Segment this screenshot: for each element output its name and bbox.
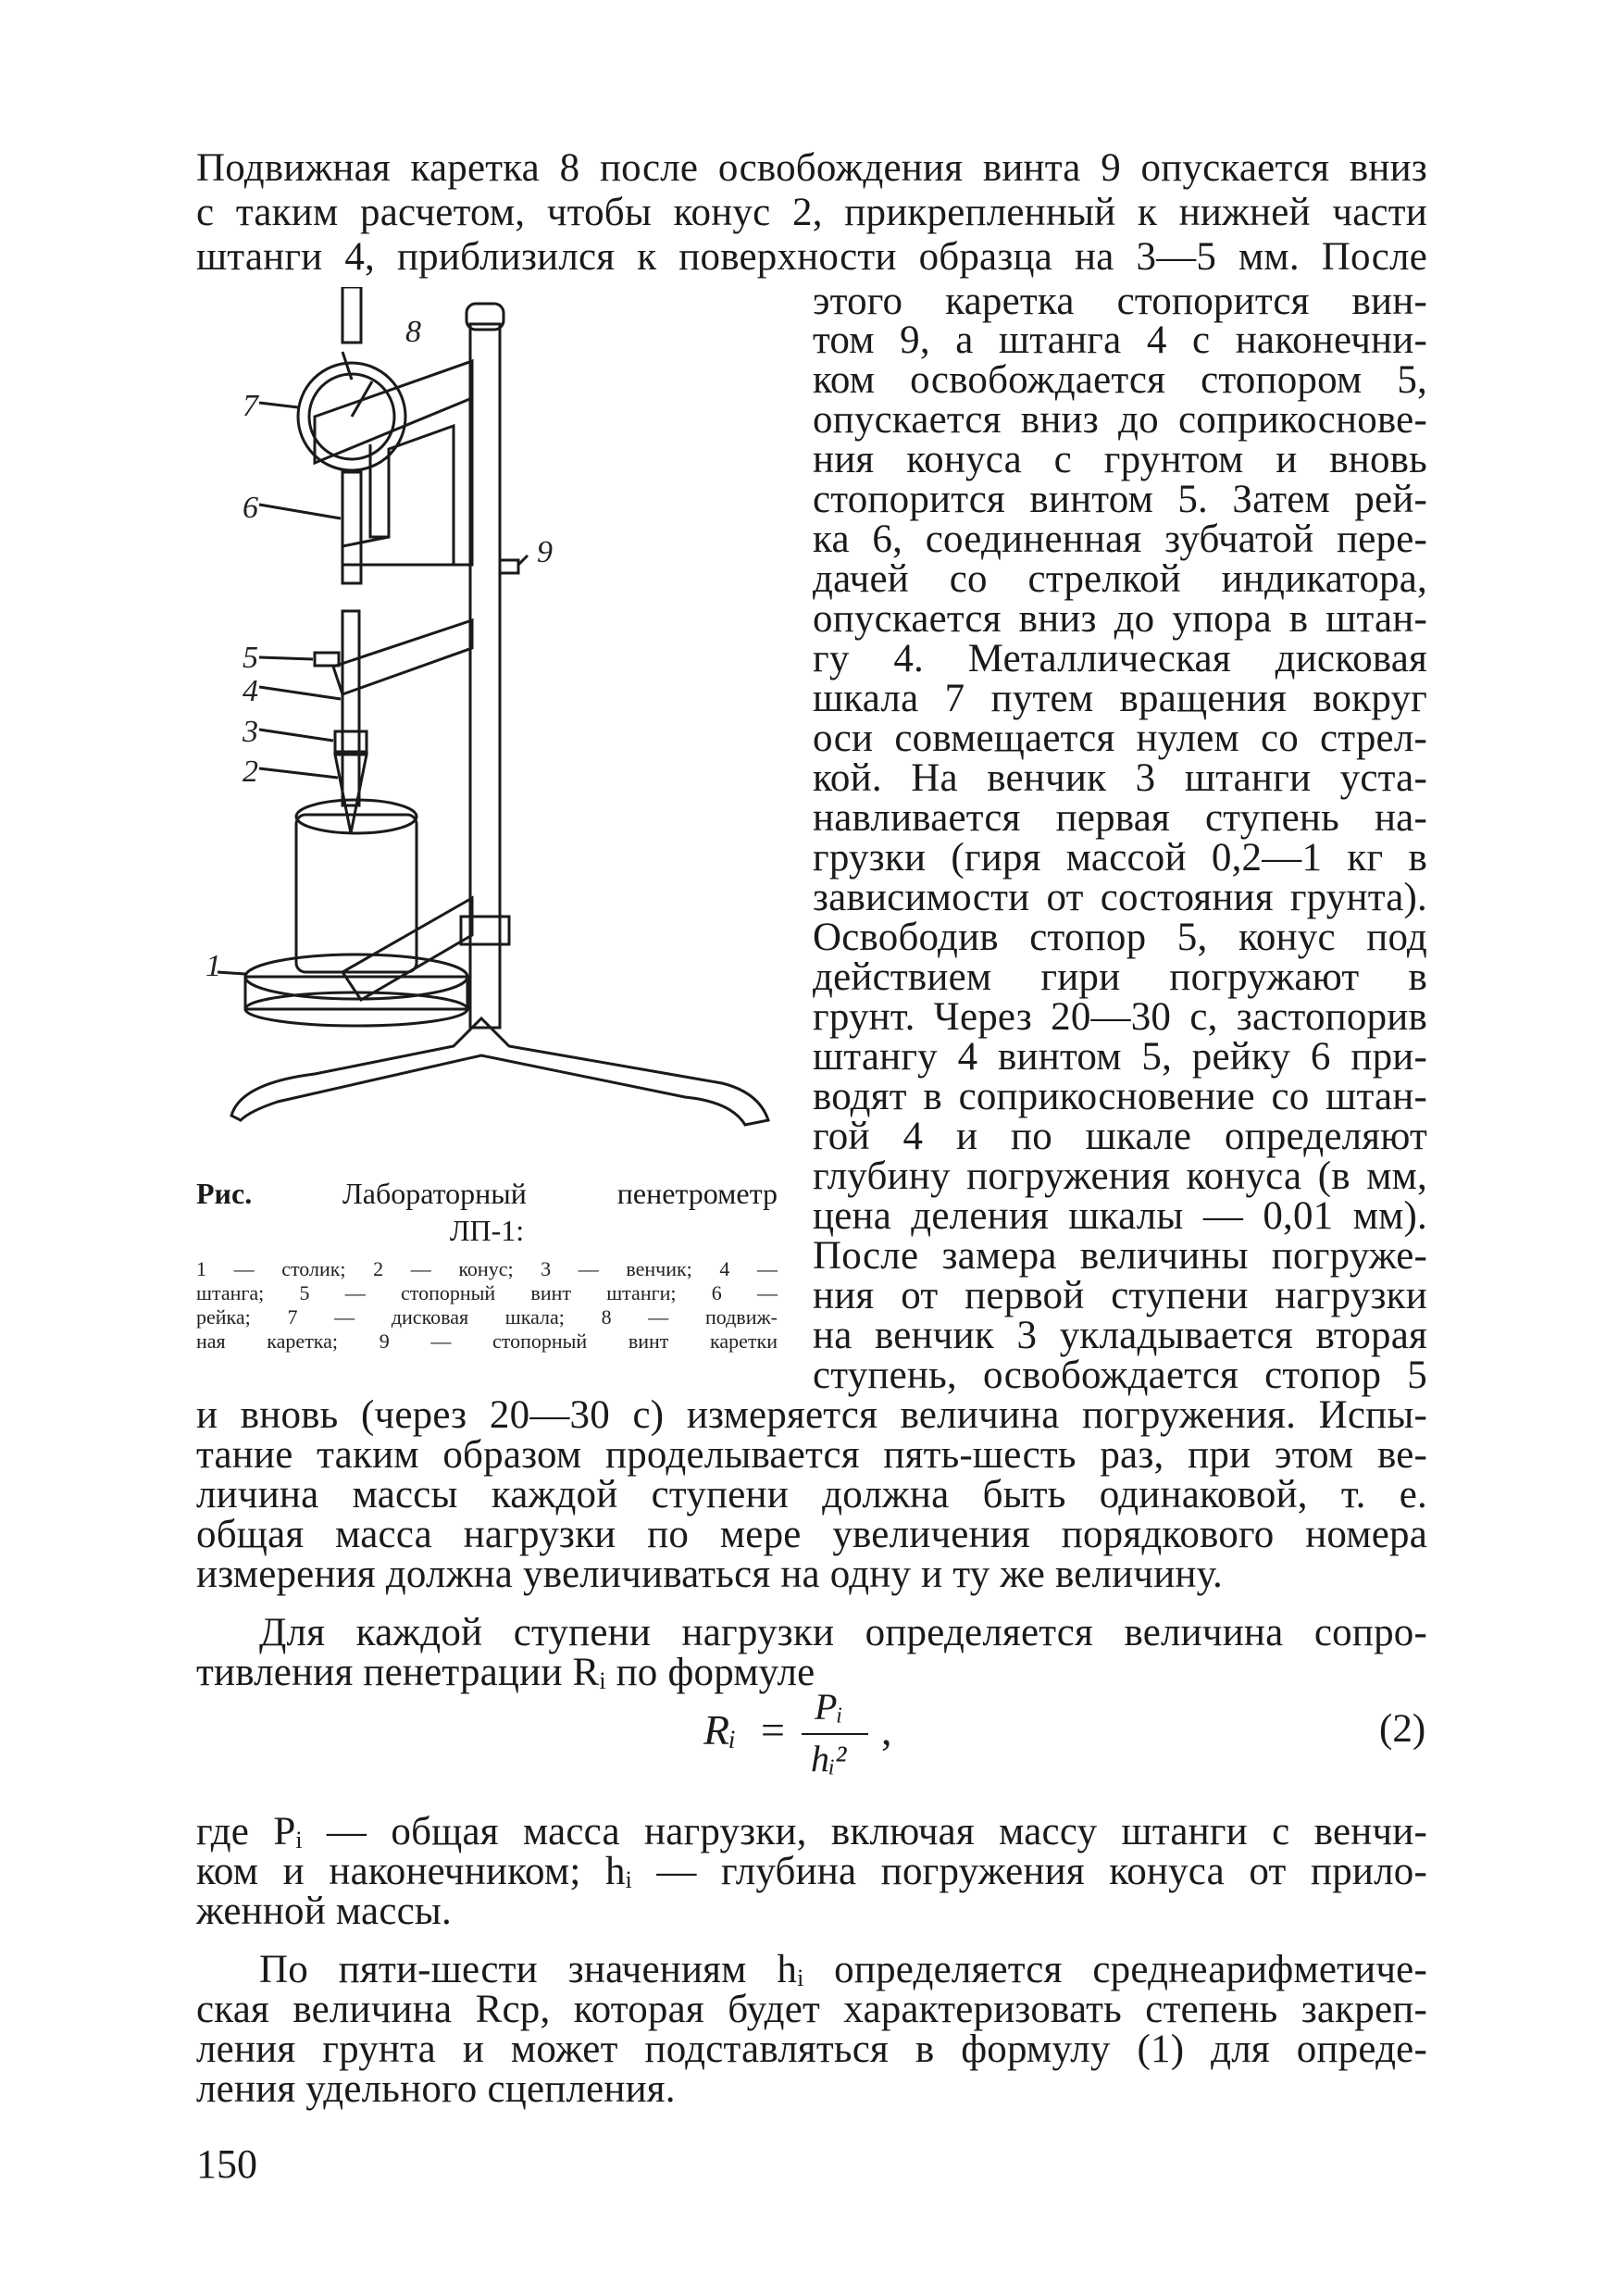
rod xyxy=(342,611,359,805)
text-line: ком освобождается стопором 5, xyxy=(813,358,1427,402)
text-line: По пяти-шести значениям hᵢ определяется среднеарифметиче- xyxy=(259,1948,1427,1991)
text-line: Для каждой ступени нагрузки определяется величина сопро- xyxy=(259,1611,1427,1654)
carriage-frame xyxy=(370,398,472,565)
figure-label-8: 8 xyxy=(405,315,421,349)
text-line: тание таким образом проделывается пять-шесть раз, при этом ве- xyxy=(196,1433,1427,1477)
text-line: штангу 4 винтом 5, рейку 6 при- xyxy=(813,1035,1427,1079)
text-line: измерения должна увеличиваться на одну и ту же величину. xyxy=(196,1553,1223,1596)
figure-label-6: 6 xyxy=(243,491,258,525)
text-line: кой. На венчик 3 штанги уста- xyxy=(813,756,1427,800)
text-line: личина массы каждой ступени должна быть одинаковой, т. е. xyxy=(196,1473,1427,1516)
page-number: 150 xyxy=(196,2141,257,2187)
text-line: стопорится винтом 5. Затем рей- xyxy=(813,478,1427,521)
text-line: тивления пенетрации Rᵢ по формуле xyxy=(196,1651,815,1694)
figure-label-4: 4 xyxy=(243,674,258,708)
formula-denominator: hᵢ² xyxy=(811,1738,847,1779)
leader-2 xyxy=(259,768,338,778)
text-line: навливается первая ступень на- xyxy=(813,796,1427,840)
rod-screw xyxy=(315,653,339,666)
rod-arm xyxy=(333,620,472,694)
rack xyxy=(342,472,361,583)
text-line: где Pᵢ — общая масса нагрузки, включая массу штанги с венчи- xyxy=(196,1810,1427,1853)
crown xyxy=(335,731,367,752)
figure-caption-title2: ЛП-1: xyxy=(449,1214,525,1247)
column-top xyxy=(467,304,504,330)
text-line: гу 4. Металлическая дисковая xyxy=(813,637,1427,680)
figure-label-7: 7 xyxy=(243,389,258,423)
text-line: штанги 4, приблизился к поверхности образца на 3—5 мм. После xyxy=(196,235,1427,279)
text-line: зависимости от состояния грунта). xyxy=(813,876,1427,919)
figure-legend-line: 1 — столик; 2 — конус; 3 — венчик; 4 — xyxy=(196,1257,778,1280)
text-line: с таким расчетом, чтобы конус 2, прикрепленный к нижней части xyxy=(196,191,1427,234)
text-line: ния от первой ступени нагрузки xyxy=(813,1274,1427,1317)
text-line: опускается вниз до соприкоснове- xyxy=(813,398,1427,442)
text-line: ления грунта и может подставляться в формулу (1) для опреде- xyxy=(196,2028,1427,2071)
carriage-screw xyxy=(500,560,518,573)
text-line: на венчик 3 укладывается вторая xyxy=(813,1314,1427,1357)
table-arm xyxy=(342,898,472,1000)
figure-legend-line: рейка; 7 — дисковая шкала; 8 — подвиж- xyxy=(196,1305,778,1329)
penetrometer-figure xyxy=(204,287,796,1157)
formula-lhs: Rᵢ xyxy=(703,1706,737,1753)
figure-caption-prefix: Рис. xyxy=(196,1177,253,1210)
text-line: глубину погружения конуса (в мм, xyxy=(813,1154,1427,1198)
equation-number: (2) xyxy=(1379,1707,1426,1751)
text-line: и вновь (через 20—30 с) измеряется величина погружения. Испы- xyxy=(196,1393,1427,1437)
leader-3 xyxy=(259,730,333,741)
text-line: этого каретка стопорится вин- xyxy=(813,280,1427,323)
leader-4 xyxy=(259,687,341,699)
cone xyxy=(335,755,367,833)
text-line: действием гири погружают в xyxy=(813,955,1427,999)
text-line: шкала 7 путем вращения вокруг xyxy=(813,677,1427,720)
dial-needle xyxy=(352,381,372,417)
formula xyxy=(703,1685,907,1787)
figure-label-5: 5 xyxy=(243,641,258,675)
text-line: ка 6, соединенная зубчатой пере- xyxy=(813,518,1427,561)
text-line: гой 4 и по шкале определяют xyxy=(813,1115,1427,1158)
text-line: грузки (гиря массой 0,2—1 кг в xyxy=(813,836,1427,880)
text-line: общая масса нагрузки по мере увеличения порядкового номера xyxy=(196,1513,1427,1556)
leader-1 xyxy=(218,972,245,974)
text-line: ступень, освобождается стопор 5 xyxy=(813,1354,1427,1397)
text-line: оси совмещается нулем со стрел- xyxy=(813,717,1427,760)
text-line: женной массы. xyxy=(196,1890,452,1933)
text-line: опускается вниз до упора в штан- xyxy=(813,597,1427,641)
text-line: После замера величины погруже- xyxy=(813,1234,1427,1278)
formula-numerator: Pᵢ xyxy=(815,1686,843,1728)
leader-7 xyxy=(259,403,298,407)
fraction-bar xyxy=(802,1733,868,1735)
text-line: цена деления шкалы — 0,01 мм). xyxy=(813,1194,1427,1238)
figure-label-1: 1 xyxy=(205,949,221,983)
leader-6 xyxy=(259,505,341,518)
tripod-base xyxy=(231,1018,768,1125)
figure-legend-line: штанга; 5 — стопорный винт штанги; 6 — xyxy=(196,1281,778,1304)
penetrometer-drawing xyxy=(204,287,796,1157)
figure-legend-line: ная каретка; 9 — стопорный винт каретки xyxy=(196,1329,778,1353)
figure-label-2: 2 xyxy=(243,755,258,789)
text-line: водят в соприкосновение со штан- xyxy=(813,1075,1427,1118)
figure-label-9: 9 xyxy=(537,535,553,569)
text-line: грунт. Через 20—30 с, застопорив xyxy=(813,995,1427,1039)
text-line: том 9, а штанга 4 с наконечни- xyxy=(813,318,1427,362)
leader-5 xyxy=(259,657,313,659)
text-line: Освободив стопор 5, конус под xyxy=(813,916,1427,959)
formula-equals: = xyxy=(761,1706,785,1753)
figure-caption-title xyxy=(196,1176,778,1211)
figure-caption-name: Лабораторный пенетрометр xyxy=(342,1177,778,1210)
text-line: ления удельного сцепления. xyxy=(196,2067,676,2111)
text-line: Подвижная каретка 8 после освобождения винта 9 опускается вниз xyxy=(196,146,1427,190)
sample-cylinder xyxy=(296,815,417,972)
formula-comma: , xyxy=(881,1706,892,1753)
column xyxy=(470,324,500,1028)
text-line: ская величина Rср, которая будет характеризовать степень закреп- xyxy=(196,1988,1427,2031)
column-collar xyxy=(461,917,509,944)
text-line: дачей со стрелкой индикатора, xyxy=(813,557,1427,601)
figure-label-3: 3 xyxy=(243,715,258,749)
text-line: ния конуса с грунтом и вновь xyxy=(813,438,1427,481)
text-line: ком и наконечником; hᵢ — глубина погружения конуса от прило- xyxy=(196,1850,1427,1893)
